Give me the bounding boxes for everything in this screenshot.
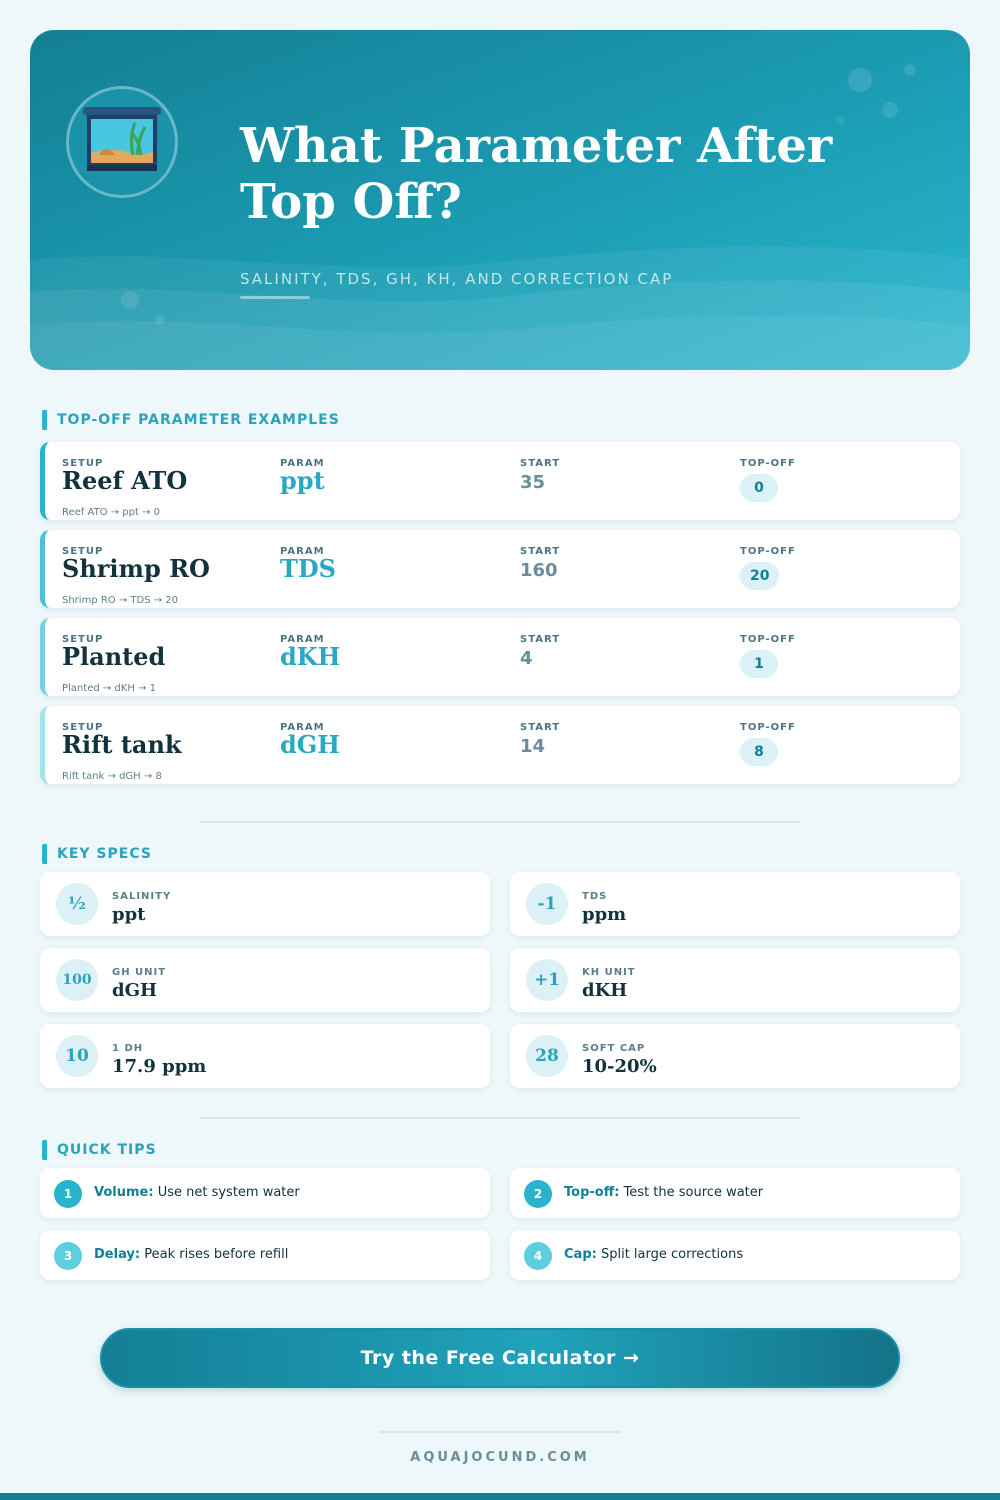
topoff-value-badge: 8 (740, 738, 778, 766)
example-row (40, 706, 960, 784)
spec-card (40, 948, 490, 1012)
spec-badge: ½ (56, 883, 98, 925)
spec-card (510, 948, 960, 1012)
spec-label: 1 DH (112, 1043, 144, 1054)
spec-label: SALINITY (112, 891, 172, 902)
tip-description: Test the source water (619, 1185, 764, 1200)
spec-value: 10-20% (582, 1056, 657, 1077)
setup-label: SETUP (62, 546, 104, 557)
tip-card (40, 1230, 490, 1280)
spec-label: KH UNIT (582, 967, 636, 978)
spec-badge: -1 (526, 883, 568, 925)
tip-keyword: Delay: (94, 1247, 141, 1262)
start-value: 14 (520, 736, 546, 757)
page-title: What Parameter After Top Off? (240, 118, 833, 230)
tip-keyword: Volume: (94, 1185, 154, 1200)
spec-label: TDS (582, 891, 608, 902)
param-label: PARAM (280, 722, 325, 733)
logo-badge (66, 86, 178, 198)
param-label: PARAM (280, 634, 325, 645)
spec-card (510, 872, 960, 936)
tip-number-badge: 1 (54, 1180, 82, 1208)
param-name: ppt (280, 466, 325, 495)
spec-value: ppt (112, 904, 146, 925)
spec-badge: 10 (56, 1035, 98, 1077)
example-row (40, 530, 960, 608)
setup-label: SETUP (62, 634, 104, 645)
spec-badge: +1 (526, 959, 568, 1001)
start-label: START (520, 546, 561, 557)
footer-divider (380, 1431, 620, 1433)
param-label: PARAM (280, 458, 325, 469)
example-row (40, 618, 960, 696)
param-label: PARAM (280, 546, 325, 557)
footer-site[interactable]: AQUAJOCUND.COM (410, 1450, 590, 1465)
start-value: 4 (520, 648, 533, 669)
tip-text (94, 1247, 288, 1262)
examples-heading: TOP-OFF PARAMETER EXAMPLES (42, 410, 340, 430)
tip-description: Use net system water (153, 1185, 300, 1200)
param-name: TDS (280, 554, 337, 583)
setup-name: Shrimp RO (62, 554, 210, 583)
spec-value: 17.9 ppm (112, 1056, 207, 1077)
specs-heading: KEY SPECS (42, 844, 152, 864)
param-name: dKH (280, 642, 341, 671)
row-summary: Shrimp RO → TDS → 20 (62, 595, 179, 606)
topoff-label: TOP-OFF (740, 634, 796, 645)
setup-name: Reef ATO (62, 466, 188, 495)
spec-card (510, 1024, 960, 1088)
tip-text (94, 1185, 300, 1200)
tip-description: Peak rises before refill (140, 1247, 289, 1262)
example-row (40, 442, 960, 520)
section-divider (200, 821, 800, 823)
tip-keyword: Top-off: (564, 1185, 620, 1200)
aquarium-tank-icon (69, 89, 175, 195)
spec-card (40, 1024, 490, 1088)
tip-description: Split large corrections (596, 1247, 744, 1262)
setup-label: SETUP (62, 722, 104, 733)
topoff-value-badge: 20 (740, 562, 779, 590)
row-summary: Planted → dKH → 1 (62, 683, 156, 694)
start-value: 160 (520, 560, 558, 581)
tip-text (564, 1185, 763, 1200)
page-subtitle: SALINITY, TDS, GH, KH, AND CORRECTION CAP (240, 270, 674, 288)
setup-name: Rift tank (62, 730, 182, 759)
row-summary: Reef ATO → ppt → 0 (62, 507, 160, 518)
tip-keyword: Cap: (564, 1247, 597, 1262)
start-value: 35 (520, 472, 546, 493)
spec-badge: 100 (56, 959, 98, 1001)
spec-badge: 28 (526, 1035, 568, 1077)
tip-text (564, 1247, 743, 1262)
row-summary: Rift tank → dGH → 8 (62, 771, 162, 782)
start-label: START (520, 458, 561, 469)
calculator-button[interactable]: Try the Free Calculator → (100, 1328, 900, 1388)
spec-value: ppm (582, 904, 627, 925)
topoff-label: TOP-OFF (740, 722, 796, 733)
tip-number-badge: 3 (54, 1242, 82, 1270)
setup-name: Planted (62, 642, 166, 671)
bottom-accent-bar (0, 1493, 1000, 1500)
tip-card (40, 1168, 490, 1218)
topoff-value-badge: 0 (740, 474, 778, 502)
param-name: dGH (280, 730, 340, 759)
spec-card (40, 872, 490, 936)
start-label: START (520, 722, 561, 733)
start-label: START (520, 634, 561, 645)
subtitle-underline (240, 296, 310, 299)
topoff-value-badge: 1 (740, 650, 778, 678)
setup-label: SETUP (62, 458, 104, 469)
tip-card (510, 1168, 960, 1218)
spec-value: dKH (582, 980, 628, 1001)
tip-card (510, 1230, 960, 1280)
tip-number-badge: 2 (524, 1180, 552, 1208)
spec-label: SOFT CAP (582, 1043, 646, 1054)
spec-label: GH UNIT (112, 967, 167, 978)
section-divider (200, 1117, 800, 1119)
tips-heading: QUICK TIPS (42, 1140, 157, 1160)
topoff-label: TOP-OFF (740, 458, 796, 469)
spec-value: dGH (112, 980, 157, 1001)
hero-banner (30, 30, 970, 370)
tip-number-badge: 4 (524, 1242, 552, 1270)
topoff-label: TOP-OFF (740, 546, 796, 557)
